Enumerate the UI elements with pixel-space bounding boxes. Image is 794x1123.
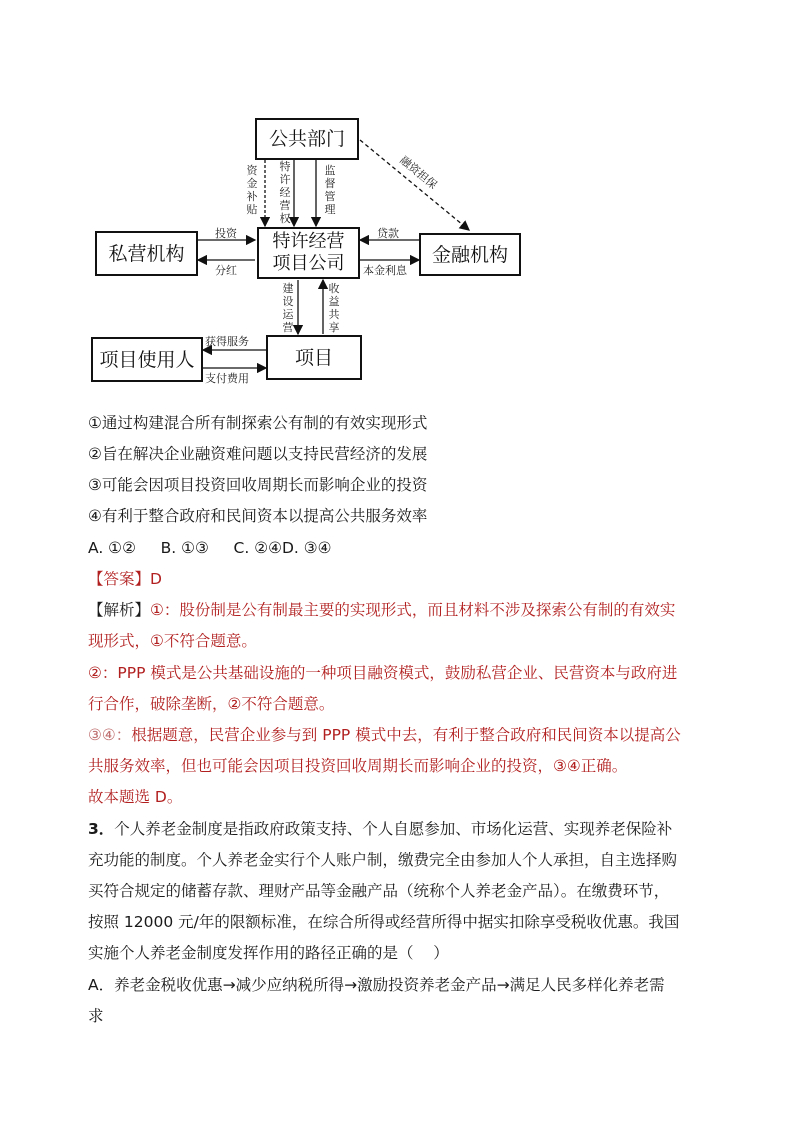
option-1: ①通过构建混合所有制探索公有制的有效实现形式 xyxy=(88,414,428,432)
label-revenue: 收益共享 xyxy=(328,282,340,334)
node-user: 项目使用人 xyxy=(91,337,203,382)
node-project: 项目 xyxy=(266,335,362,380)
q3-line5: 实施个人养老金制度发挥作用的路径正确的是（ ） xyxy=(88,944,449,962)
analysis-p3a-mark: ③④： xyxy=(88,726,132,744)
answer-choices: A. ①② B. ①③ C. ②④D. ③④ xyxy=(88,539,332,557)
analysis-p2b: 行合作，破除垄断，②不符合题意。 xyxy=(88,695,335,713)
analysis-p2a: ②：PPP 模式是公共基础设施的一种项目融资模式，鼓励私营企业、民营资本与政府进 xyxy=(88,664,678,682)
option-4: ④有利于整合政府和民间资本以提高公共服务效率 xyxy=(88,507,428,525)
label-pay: 支付费用 xyxy=(205,372,249,385)
label-invest: 投资 xyxy=(215,227,237,240)
analysis-p1b: 现形式，①不符合题意。 xyxy=(88,632,257,650)
q3-line1 xyxy=(88,819,672,839)
node-public: 公共部门 xyxy=(255,118,359,160)
label-service: 获得服务 xyxy=(205,335,249,348)
q3-number: 3． xyxy=(88,820,115,838)
analysis-p1a-text: ①：股份制是公有制最主要的实现形式，而且材料不涉及探索公有制的有效实 xyxy=(150,601,676,619)
label-build: 建设运营 xyxy=(282,282,294,334)
analysis-label: 【解析】 xyxy=(88,601,151,619)
option-3: ③可能会因项目投资回收周期长而影响企业的投资 xyxy=(88,476,428,494)
analysis-p3a-text: 根据题意，民营企业参与到 PPP 模式中去，有利于整合政府和民间资本以提高公 xyxy=(131,726,681,744)
label-franchise: 特许经营权 xyxy=(279,160,291,225)
guarantee-arrow xyxy=(360,140,469,230)
analysis-p4: 故本题选 D。 xyxy=(88,788,183,806)
analysis-p1a xyxy=(88,600,675,620)
q3-option-a1: A．养老金税收优惠→减少应纳税所得→激励投资养老金产品→满足人民多样化养老需 xyxy=(88,976,665,994)
node-private: 私营机构 xyxy=(95,231,198,276)
q3-option-a2: 求 xyxy=(88,1007,104,1025)
label-supervise: 监督管理 xyxy=(324,164,336,216)
q3-line4: 按照 12000 元/年的限额标准，在综合所得或经营所得中据实扣除享受税收优惠。我国 xyxy=(88,913,680,931)
label-loan: 贷款 xyxy=(377,227,399,240)
analysis-p3a xyxy=(88,725,681,745)
q3-line2: 充功能的制度。个人养老金实行个人账户制，缴费完全由参加人个人承担，自主选择购 xyxy=(88,851,678,869)
node-finance: 金融机构 xyxy=(419,233,521,276)
label-dividend: 分红 xyxy=(215,264,237,277)
node-company: 特许经营 项目公司 xyxy=(257,227,360,279)
option-2: ②旨在解决企业融资难问题以支持民营经济的发展 xyxy=(88,445,428,463)
ppp-diagram xyxy=(85,110,535,390)
q3-line3: 买符合规定的储蓄存款、理财产品等金融产品（统称个人养老金产品）。在缴费环节， xyxy=(88,882,670,900)
label-subsidy: 资金补贴 xyxy=(246,164,258,216)
q3-line1-text: 个人养老金制度是指政府政策支持、个人自愿参加、市场化运营、实现养老保险补 xyxy=(114,820,673,838)
analysis-p3b: 共服务效率，但也可能会因项目投资回收周期长而影响企业的投资，③④正确。 xyxy=(88,757,628,775)
label-guarantee: 融资担保 xyxy=(397,153,440,192)
answer: 【答案】D xyxy=(88,570,162,588)
label-principal: 本金利息 xyxy=(363,264,407,277)
